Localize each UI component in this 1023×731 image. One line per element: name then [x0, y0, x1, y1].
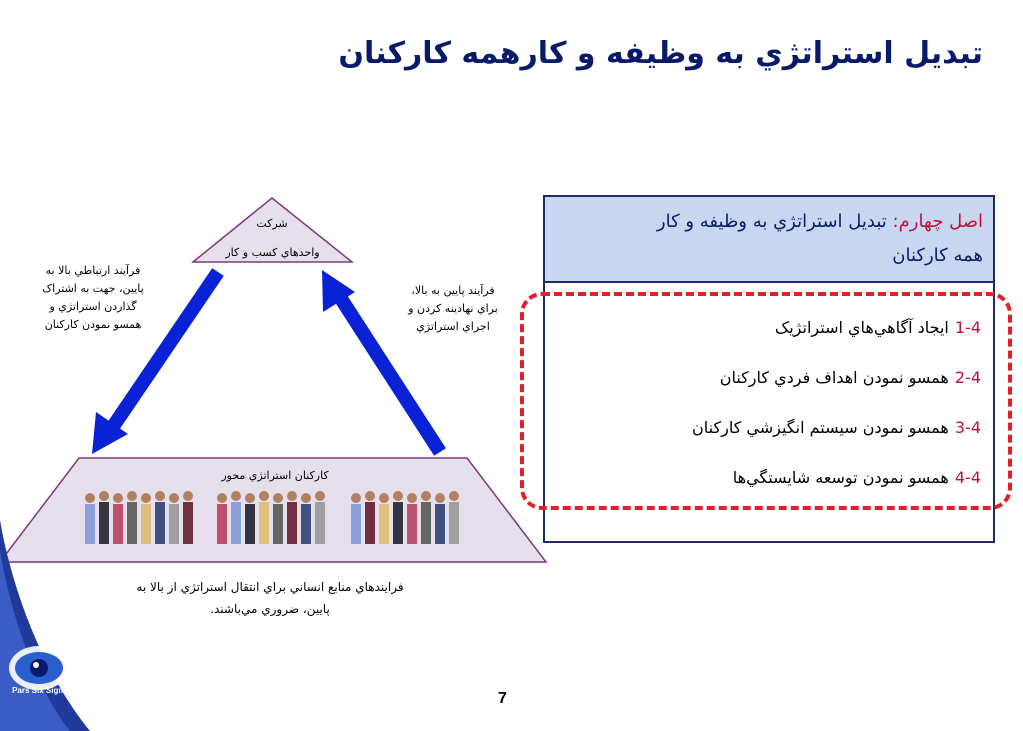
pyramid-top-line1: شركت	[256, 217, 288, 230]
item-number: 2-4	[954, 368, 981, 387]
bottom-note-line: پايين، ضروري مي‌باشند.	[210, 602, 330, 616]
item-text: همسو نمودن سيستم انگيزشي كاركنان	[692, 418, 949, 437]
page-number: 7	[498, 690, 507, 707]
right-note-line: فرآيند پايين به بالا،	[411, 284, 495, 297]
item-number: 4-4	[954, 468, 981, 487]
left-note-line: فرآيند ارتباطي بالا به	[45, 264, 141, 277]
highlight-dashed-frame	[520, 292, 1012, 510]
pyramid-top-line2: واحدهاي كسب و كار	[225, 246, 320, 259]
item-number: 1-4	[954, 318, 981, 337]
right-note-line: اجراي استراتژي	[416, 320, 490, 333]
pyramid-base-label: كاركنان استراتژي محور	[221, 469, 329, 482]
left-note-line: پايين، جهت به اشتراک	[42, 282, 144, 295]
panel-heading-line2: همه كاركنان	[892, 245, 983, 266]
left-note-line: گذاردن استراتژي و	[49, 300, 137, 313]
panel-heading-rest: تبديل استراتژي به وظيفه و كار	[656, 211, 893, 232]
logo-text: Pars Six Sigma	[12, 686, 70, 695]
item-number: 3-4	[954, 418, 981, 437]
item-text: همسو نمودن اهداف فردي كاركنان	[719, 368, 949, 387]
bottom-note-line: فرايندهاي منابع انساني براي انتقال استراتژي از بالا به	[136, 580, 404, 594]
item-text: ايجاد آگاهي‌هاي استراتژيک	[774, 318, 949, 337]
item-text: همسو نمودن توسعه شايستگي‌ها	[732, 468, 949, 487]
slide-title: تبديل استراتژي به وظيفه و كارهمه كاركنان	[338, 36, 983, 71]
bottom-note	[100, 576, 440, 620]
panel-heading-lead: اصل چهارم:	[892, 211, 983, 232]
left-note	[18, 262, 168, 334]
panel-heading	[545, 197, 993, 283]
right-note	[382, 282, 524, 336]
left-note-line: همسو نمودن كاركنان	[44, 318, 142, 331]
right-note-line: براي نهادينه كردن و	[408, 302, 498, 315]
